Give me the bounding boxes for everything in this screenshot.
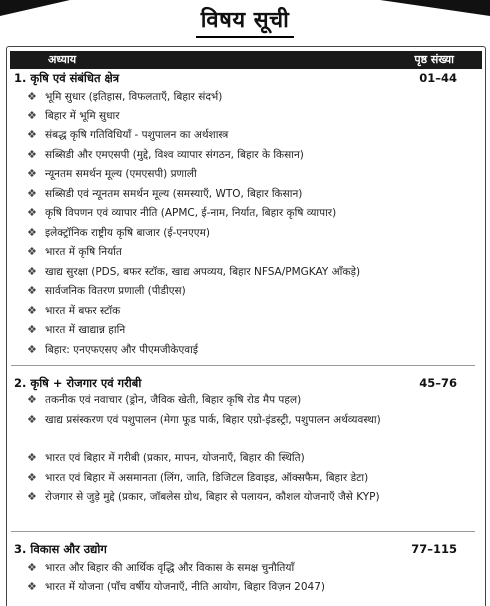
- list-item: [27, 284, 471, 298]
- item-text: भारत एवं बिहार में असमानता (लिंग, जाति, डिजिटल डिवाइड, ऑक्सफैम, बिहार डेटा): [45, 472, 369, 484]
- bullet-icon: ❖: [27, 128, 37, 141]
- bullet-icon: ❖: [27, 148, 37, 161]
- bullet-icon: ❖: [27, 323, 37, 336]
- bullet-icon: ❖: [27, 490, 37, 503]
- list-item: [27, 451, 471, 465]
- bullet-icon: ❖: [27, 343, 37, 356]
- list-item: [27, 323, 471, 337]
- section-title: [14, 375, 475, 391]
- list-item: [27, 343, 471, 357]
- bullet-icon: ❖: [27, 451, 37, 464]
- bullet-icon: ❖: [27, 226, 37, 239]
- list-item: [27, 226, 471, 240]
- item-text: संबद्ध कृषि गतिविधियाँ - पशुपालन का अर्थशास्त्र: [45, 129, 229, 141]
- item-text: भारत में खाद्यान्न हानि: [45, 324, 126, 336]
- list-item: [27, 167, 471, 181]
- header-chapter: अध्याय: [48, 53, 77, 66]
- section-pages: 01–44: [419, 71, 457, 85]
- item-text: सार्वजनिक वितरण प्रणाली (पीडीएस): [45, 285, 186, 297]
- list-item: [27, 128, 471, 142]
- bullet-icon: ❖: [27, 187, 37, 200]
- section-pages: 77–115: [411, 542, 457, 556]
- bullet-icon: ❖: [27, 561, 37, 574]
- section-divider: [11, 365, 475, 366]
- item-text: न्यूनतम समर्थन मूल्य (एमएसपी) प्रणाली: [45, 168, 197, 180]
- bullet-icon: ❖: [27, 167, 37, 180]
- bullet-icon: ❖: [27, 393, 37, 406]
- section-name: 3. विकास और उद्योग: [14, 542, 107, 556]
- section-title: [14, 541, 475, 557]
- bullet-icon: ❖: [27, 245, 37, 258]
- bullet-icon: ❖: [27, 90, 37, 103]
- item-text: भारत एवं बिहार में गरीबी (प्रकार, मापन, योजनाएँ, बिहार की स्थिति): [45, 452, 305, 464]
- item-text: खाद्य प्रसंस्करण एवं पशुपालन (मेगा फूड पार्क, बिहार एग्रो-इंडस्ट्री, पशुपालन अर्थव्यवस्था): [45, 414, 381, 426]
- list-item: [27, 561, 471, 575]
- item-text: सब्सिडी और एमएसपी (मुद्दे, विश्व व्यापार संगठन, बिहार के किसान): [45, 149, 304, 161]
- bullet-icon: ❖: [27, 284, 37, 297]
- list-item: [27, 580, 471, 594]
- item-text: बिहार: एनएफएसए और पीएमजीकेएवाई: [45, 344, 199, 356]
- bullet-icon: ❖: [27, 206, 37, 219]
- item-text: सब्सिडी एवं न्यूनतम समर्थन मूल्य (समस्याएँ, WTO, बिहार किसान): [45, 188, 303, 200]
- list-item: [27, 265, 471, 279]
- list-item: [27, 206, 471, 220]
- list-item: [27, 413, 471, 427]
- bullet-icon: ❖: [27, 580, 37, 593]
- item-text: भारत में बफर स्टॉक: [45, 305, 121, 317]
- section-title: [14, 70, 475, 86]
- item-text: भारत में योजना (पाँच वर्षीय योजनाएँ, नीति आयोग, बिहार विज़न 2047): [45, 581, 325, 593]
- item-text: कृषि विपणन एवं व्यापार नीति (APMC, ई-नाम, निर्यात, बिहार कृषि व्यापार): [45, 207, 337, 219]
- list-item: [27, 304, 471, 318]
- list-item: [27, 471, 471, 485]
- header-page-number: पृष्ठ संख्या: [414, 53, 454, 66]
- bullet-icon: ❖: [27, 413, 37, 426]
- item-text: खाद्य सुरक्षा (PDS, बफर स्टॉक, खाद्य अपव्यय, बिहार NFSA/PMGKAY आँकड़े): [45, 266, 361, 278]
- item-text: रोजगार से जुड़े मुद्दे (प्रकार, जॉबलेस ग्रोथ, बिहार से पलायन, कौशल योजनाएँ जैसे KYP): [45, 491, 380, 503]
- title-underline: [196, 36, 294, 38]
- item-text: बिहार में भूमि सुधार: [45, 110, 120, 122]
- page-title: विषय सूची: [200, 8, 290, 33]
- table-header: [10, 51, 482, 69]
- bullet-icon: ❖: [27, 304, 37, 317]
- bullet-icon: ❖: [27, 109, 37, 122]
- list-item: [27, 148, 471, 162]
- list-item: [27, 187, 471, 201]
- item-text: इलेक्ट्रॉनिक राष्ट्रीय कृषि बाजार (ई-एनएएम): [45, 227, 210, 239]
- list-item: [27, 245, 471, 259]
- bullet-icon: ❖: [27, 471, 37, 484]
- contents-panel: [6, 46, 486, 606]
- section-name: 1. कृषि एवं संबंधित क्षेत्र: [14, 71, 120, 85]
- section-pages: 45–76: [419, 376, 457, 390]
- bullet-icon: ❖: [27, 265, 37, 278]
- item-text: भारत में कृषि निर्यात: [45, 246, 122, 258]
- section-name: 2. कृषि + रोजगार एवं गरीबी: [14, 376, 142, 390]
- list-item: [27, 490, 471, 504]
- list-item: [27, 109, 471, 123]
- item-text: भारत और बिहार की आर्थिक वृद्धि और विकास के समक्ष चुनौतियाँ: [45, 562, 295, 574]
- list-item: [27, 393, 471, 407]
- item-text: तकनीक एवं नवाचार (ड्रोन, जैविक खेती, बिहार कृषि रोड मैप पहल): [45, 394, 302, 406]
- list-item: [27, 90, 471, 104]
- item-text: भूमि सुधार (इतिहास, विफलताएँ, बिहार संदर्भ): [45, 91, 223, 103]
- section-divider: [11, 531, 475, 532]
